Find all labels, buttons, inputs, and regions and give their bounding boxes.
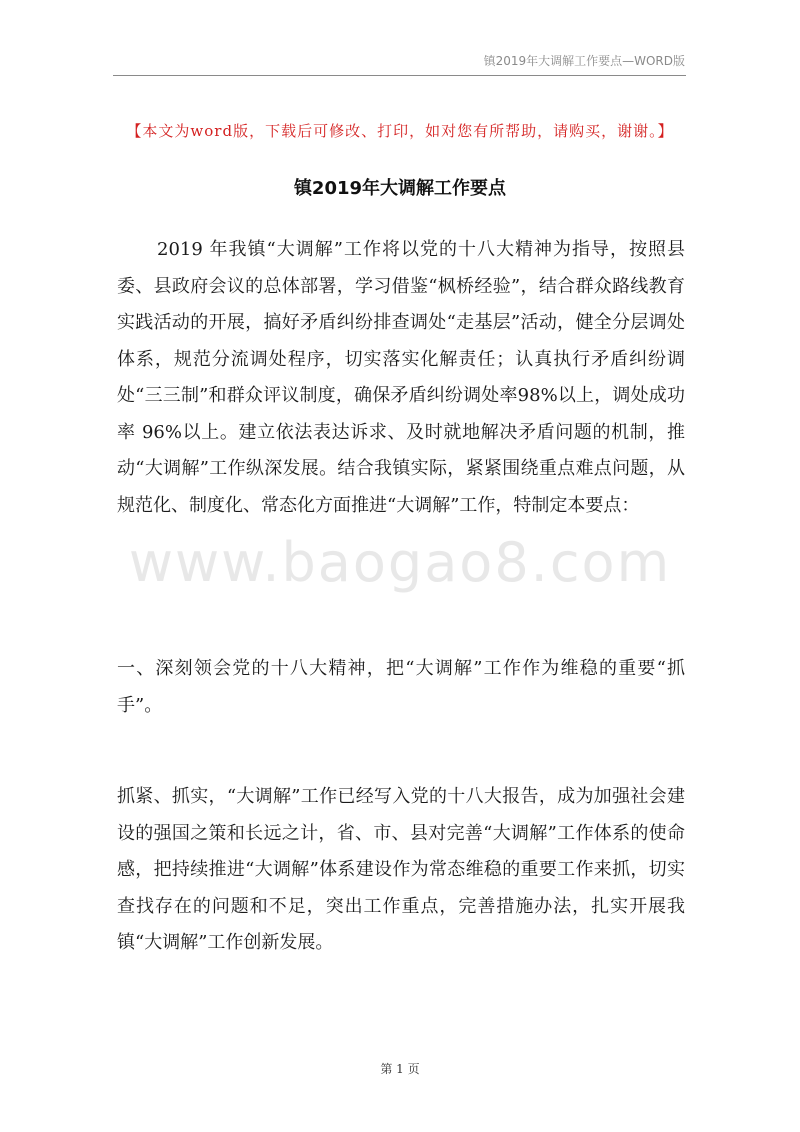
page-header-text: 镇2019年大调解工作要点—WORD版 <box>483 54 685 68</box>
paragraph-intro: 2019 年我镇“大调解”工作将以党的十八大精神为指导，按照县委、县政府会议的总体部署，学习借鉴“枫桥经验”，结合群众路线教育实践活动的开展，搞好矛盾纠纷排查调处“走基层”活动，健全分层调处体系，规范分流调处程序，切实落实化解责任；认真执行矛盾纠纷调处“三三制”和群众评议制度，确保矛盾纠纷调处率98%以上，调处成功率 96%以上。建立依法表达诉求、及时就地解决矛盾问题的机制，推动“大调解”工作纵深发展。结合我镇实际，紧紧围绕重点难点问题，从规范化、制度化、常态化方面推进“大调解”工作，特制定本要点： <box>117 239 685 516</box>
header-divider <box>113 75 686 76</box>
download-notice: 【本文为word版，下载后可修改、打印，如对您有所帮助，请购买，谢谢。】 <box>126 122 674 140</box>
page-number: 第 1 页 <box>380 1062 420 1076</box>
paragraph-section-1: 抓紧、抓实，“大调解”工作已经写入党的十八大报告，成为加强社会建设的强国之策和长远之计，省、市、县对完善“大调解”工作体系的使命感，把持续推进“大调解”体系建设作为常态维稳的重要工作来抓，切实查找存在的问题和不足，突出工作重点，完善措施办法，扎实开展我镇“大调解”工作创新发展。 <box>117 786 685 953</box>
document-title: 镇2019年大调解工作要点 <box>293 178 507 199</box>
watermark: www.baogao8.com <box>128 531 672 594</box>
section-heading-1: 一、深刻领会党的十八大精神，把“大调解”工作作为维稳的重要“抓手”。 <box>117 658 685 716</box>
